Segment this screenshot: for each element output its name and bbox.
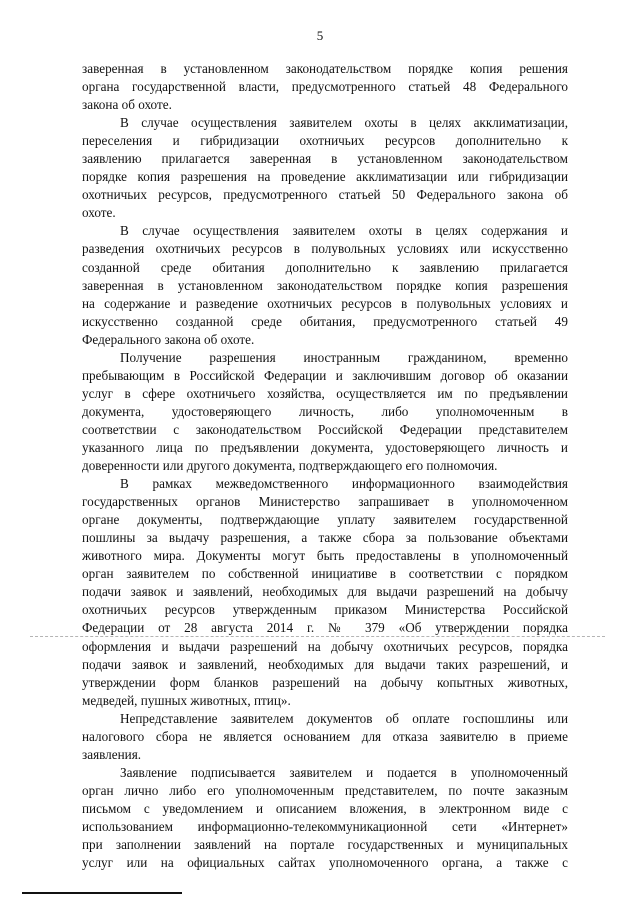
paragraph — [82, 710, 568, 764]
text-line: В рамках межведомственного информационного взаимодействия — [120, 476, 568, 492]
text-line: переселения и гибридизации охотничьих ресурсов дополнительно к — [82, 133, 568, 149]
text-line: созданной среде обитания дополнительно к заявлению прилагается — [82, 259, 568, 275]
text-line: заявлению прилагается заверенная в установленном законодательством — [82, 151, 568, 167]
text-line: подачи заявок и заявлений, необходимых для выдачи разрешений на добычу — [82, 584, 568, 600]
text-line: письмом с уведомлением и описанием вложения, в электронном виде с — [82, 800, 568, 816]
paragraph — [82, 349, 568, 475]
text-line: утверждении форм бланков разрешений на добычу копытных животных, — [82, 674, 568, 690]
text-line: услуг или на официальных сайтах уполномоченного органа, а также с — [82, 855, 568, 871]
text-line: органе документы, подтверждающие уплату заявителем государственной — [82, 512, 568, 528]
text-line: при заполнении заявлений на портале государственных и муниципальных — [82, 837, 568, 853]
text-line: документа, удостоверяющего личность, либо уполномоченным в — [82, 403, 568, 419]
text-line: Заявление подписывается заявителем и подается в уполномоченный — [120, 764, 568, 780]
text-line: пребывающим в Российской Федерации и заключившим договор об оказании — [82, 367, 568, 383]
text-line: указанного лица по предъявлении документа, удостоверяющего личность и — [82, 439, 568, 455]
text-line: В случае осуществления заявителем охоты в целях содержания и — [120, 223, 568, 239]
text-line: искусственно созданной среде обитания, предусмотренного статьей 49 — [82, 313, 568, 329]
paragraph — [82, 114, 568, 222]
text-line: использованием информационно-телекоммуникационной сети «Интернет» — [82, 818, 568, 834]
text-line: подачи заявок и заявлений, необходимых для выдачи таких разрешений, и — [82, 656, 568, 672]
document-body — [82, 60, 568, 872]
text-line: охотничьих ресурсов, предусмотренного статьей 50 Федерального закона об — [82, 187, 568, 203]
text-line: на содержание и разведение охотничьих ресурсов в полувольных условиях и — [82, 295, 568, 311]
text-line: Федерального закона об охоте. — [82, 331, 255, 347]
text-line: пошлины за выдачу разрешения, а также сбора за пользование объектами — [82, 530, 568, 546]
paragraph — [82, 60, 568, 114]
text-line: органа государственной власти, предусмотренного статьей 48 Федерального — [82, 79, 568, 95]
text-line: животного мира. Документы могут быть предоставлены в уполномоченный — [82, 548, 568, 564]
paragraph — [82, 764, 568, 872]
text-line: заверенная в установленном законодательством порядке копия решения — [82, 61, 568, 76]
text-line: разведения охотничьих ресурсов в полувольных условиях или искусственно — [82, 241, 568, 257]
text-line: В случае осуществления заявителем охоты в целях акклиматизации, — [120, 115, 568, 131]
text-line: охотничьих ресурсов утвержденным приказом Министерства Российской — [82, 602, 568, 618]
text-line: заявления. — [82, 746, 142, 762]
text-line: Непредставление заявителем документов об оплате госпошлины или — [120, 710, 568, 726]
paragraph — [82, 475, 568, 710]
text-line: порядке копия разрешения на проведение акклиматизации или гибридизации — [82, 169, 568, 185]
text-line: услуг в сфере охотничьего хозяйства, осуществляется им по предъявлении — [82, 385, 568, 401]
page-number: 5 — [316, 28, 324, 43]
text-line: доверенности или другого документа, подтверждающего его полномочия. — [82, 458, 498, 474]
text-line: закона об охоте. — [82, 97, 172, 113]
text-line: Федерации от 28 августа 2014 г. № 379 «Об утверждении порядка — [82, 620, 568, 636]
footer-rule — [22, 892, 182, 894]
paragraph — [82, 222, 568, 348]
text-line: оформления и выдачи разрешений на добычу охотничьих ресурсов, порядка — [82, 638, 568, 654]
text-line: орган лично либо его уполномоченным представителем, по почте заказным — [82, 782, 568, 798]
text-line: Получение разрешения иностранным гражданином, временно — [120, 349, 568, 365]
text-line: заверенная в установленном законодательством порядке копия разрешения — [82, 277, 568, 293]
text-line: государственных органов Министерство запрашивает в уполномоченном — [82, 494, 568, 510]
scan-artifact-dashed-line — [30, 636, 605, 637]
text-line: орган заявителем по собственной инициативе в соответствии с порядком — [82, 566, 568, 582]
text-line: соответствии с законодательством Российской Федерации представителем — [82, 421, 568, 437]
text-line: налогового сбора не является основанием для отказа заявителю в приеме — [82, 728, 568, 744]
text-line: охоте. — [82, 205, 116, 221]
text-line: медведей, пушных животных, птиц». — [82, 692, 291, 708]
